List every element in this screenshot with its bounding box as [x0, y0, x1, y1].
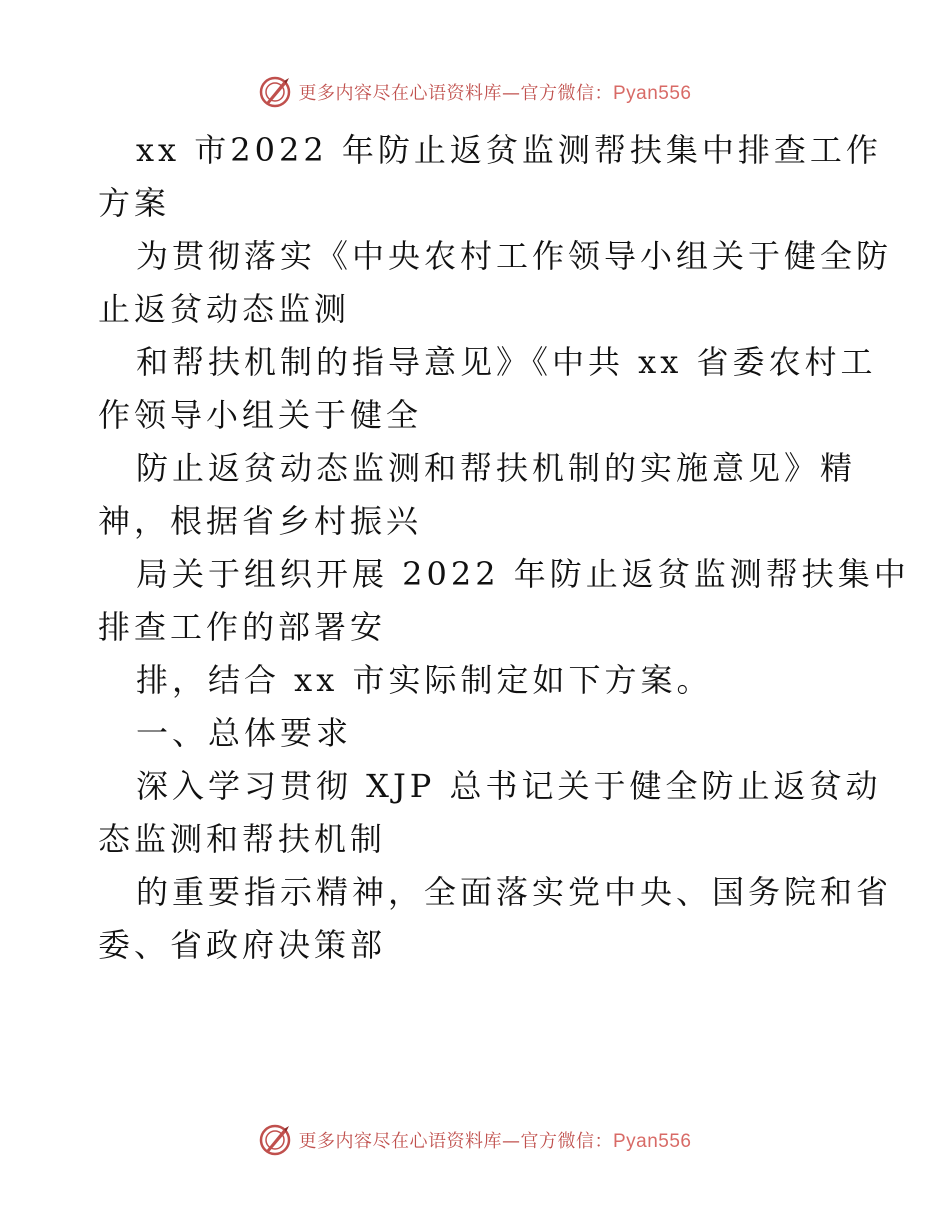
doc-line: 排，结合 xx 市实际制定如下方案。 — [136, 661, 713, 699]
header-watermark — [0, 72, 950, 112]
footer-watermark — [0, 1120, 950, 1160]
doc-line: 的重要指示精神，全面落实党中央、国务院和省 — [136, 873, 893, 911]
doc-title-line-1: xx 市2022 年防止返贫监测帮扶集中排查工作 — [136, 131, 882, 169]
doc-line: 止返贫动态监测 — [98, 290, 351, 328]
doc-line: 作领导小组关于健全 — [98, 396, 423, 434]
section-heading: 一、总体要求 — [136, 714, 353, 752]
watermark-wechat-label: 官方微信： — [520, 83, 613, 104]
watermark-separator: — — [501, 83, 521, 104]
quill-pen-seal-icon — [258, 75, 292, 109]
watermark-label: 更多内容尽在心语资料库 — [298, 83, 502, 104]
watermark-wechat-id: Pyan556 — [612, 1131, 692, 1152]
watermark-wechat-id: Pyan556 — [612, 83, 692, 104]
document-body — [98, 124, 910, 972]
doc-line: 委、省政府决策部 — [98, 926, 387, 964]
doc-title-line-2: 方案 — [98, 184, 171, 222]
doc-line: 排查工作的部署安 — [98, 608, 387, 646]
doc-line: 神，根据省乡村振兴 — [98, 502, 423, 540]
doc-line: 和帮扶机制的指导意见》《中共 xx 省委农村工 — [136, 343, 877, 381]
watermark-label: 更多内容尽在心语资料库 — [298, 1131, 502, 1152]
watermark-wechat-label: 官方微信： — [520, 1131, 613, 1152]
doc-line: 深入学习贯彻 XJP 总书记关于健全防止返贫动 — [136, 767, 882, 805]
doc-line: 防止返贫动态监测和帮扶机制的实施意见》精 — [136, 449, 857, 487]
watermark-separator: — — [501, 1131, 521, 1152]
doc-line: 态监测和帮扶机制 — [98, 820, 387, 858]
doc-line: 局关于组织开展 2022 年防止返贫监测帮扶集中 — [136, 555, 910, 593]
watermark-text — [298, 79, 691, 105]
doc-line: 为贯彻落实《中央农村工作领导小组关于健全防 — [136, 237, 893, 275]
quill-pen-seal-icon — [258, 1123, 292, 1157]
watermark-text — [298, 1127, 691, 1153]
